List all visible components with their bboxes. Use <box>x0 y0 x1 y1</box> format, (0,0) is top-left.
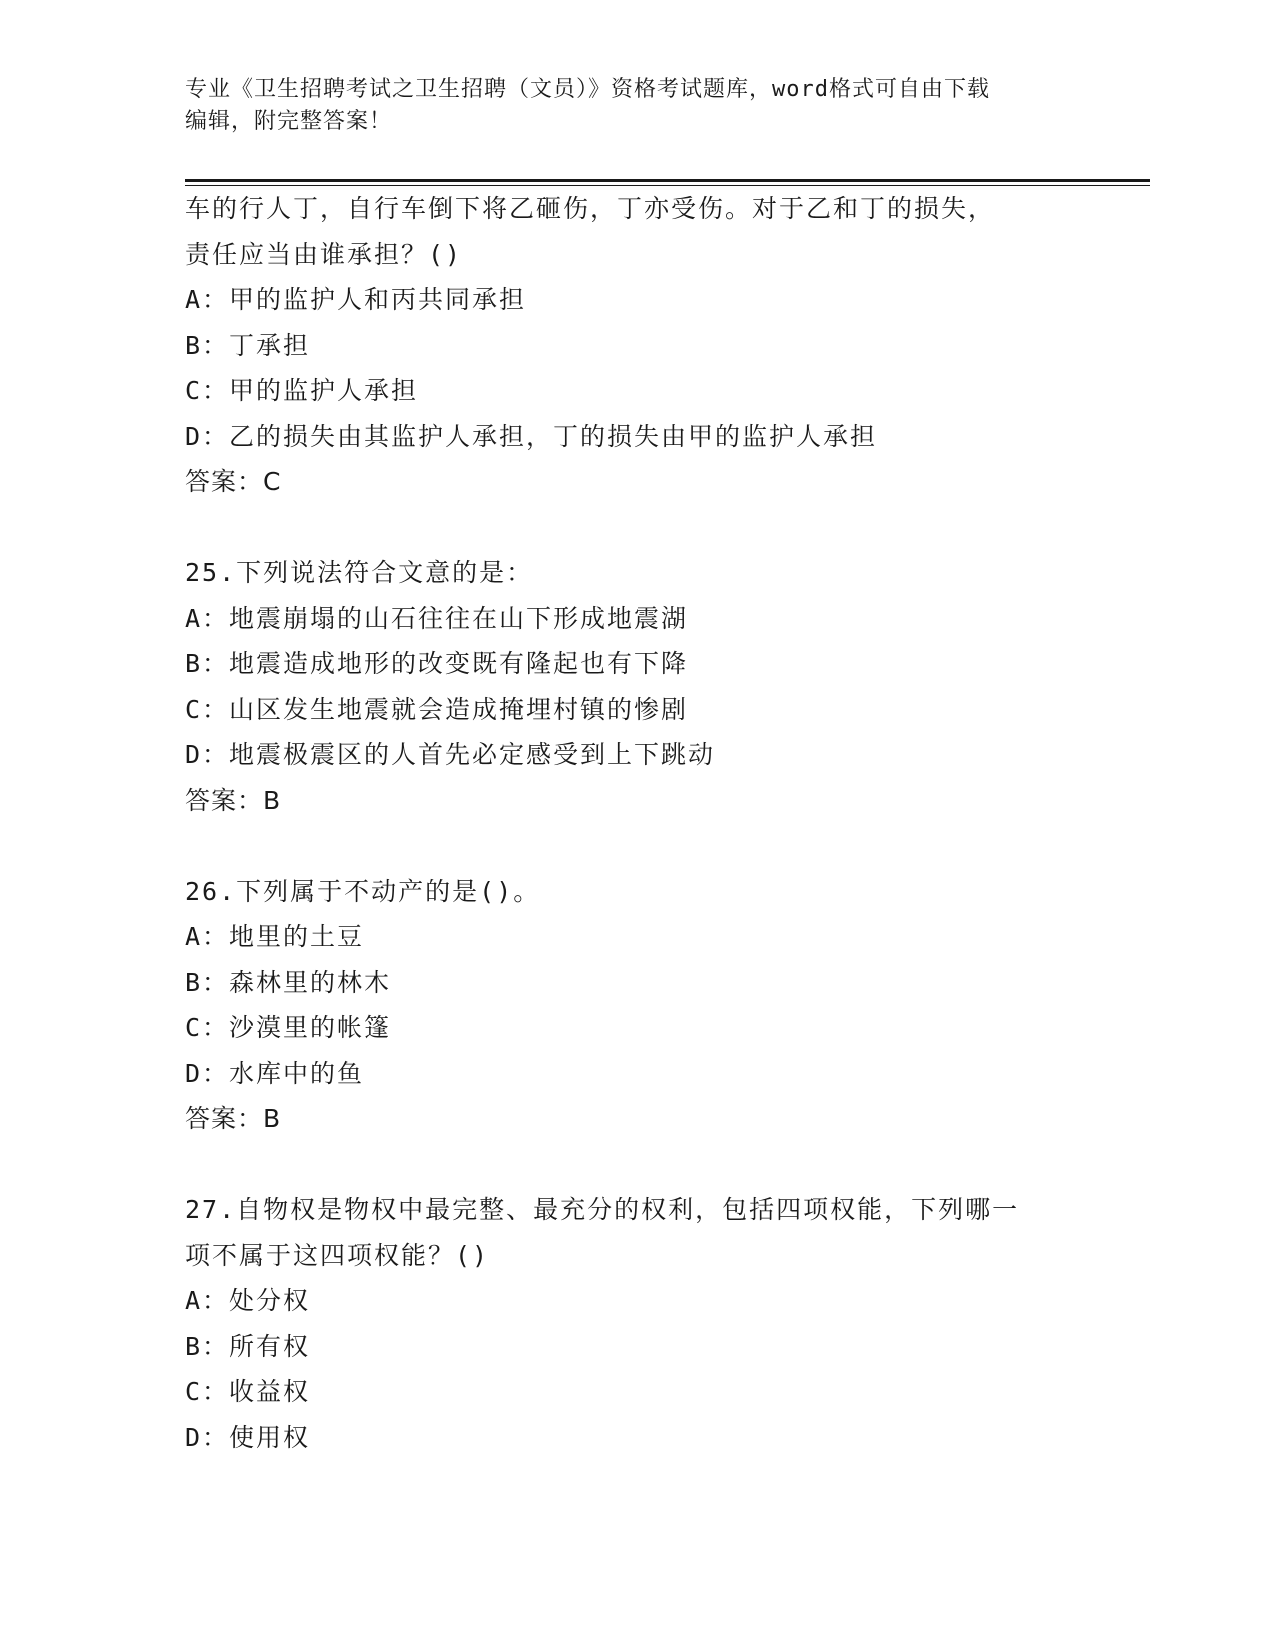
option-c: C：山区发生地震就会造成掩埋村镇的惨剧 <box>185 694 689 724</box>
question-25 <box>185 550 1085 823</box>
question-text: 25.下列说法符合文意的是： <box>185 558 534 587</box>
question-27 <box>185 1187 1085 1460</box>
question-text: 27.自物权是物权中最完整、最充分的权利，包括四项权能，下列哪一 <box>185 1195 1020 1224</box>
option-b: B：森林里的林木 <box>185 967 392 997</box>
question-24 <box>185 186 1085 505</box>
option-a: A：甲的监护人和丙共同承担 <box>185 285 527 314</box>
header-line-2: 编辑，附完整答案！ <box>185 109 393 134</box>
answer-label: 答案：B <box>185 785 282 815</box>
question-list <box>185 186 1085 1460</box>
option-c: C：收益权 <box>185 1377 311 1406</box>
option-a: A：地里的土豆 <box>185 922 365 951</box>
question-text: 26.下列属于不动产的是()。 <box>185 876 541 906</box>
option-b: B：地震造成地形的改变既有隆起也有下降 <box>185 649 689 678</box>
option-c: C：沙漠里的帐篷 <box>185 1013 392 1042</box>
option-b: B：所有权 <box>185 1331 311 1361</box>
question-text: 车的行人丁，自行车倒下将乙砸伤，丁亦受伤。对于乙和丁的损失， <box>185 194 996 223</box>
option-d: D：乙的损失由其监护人承担，丁的损失由甲的监护人承担 <box>185 421 878 451</box>
question-26 <box>185 869 1085 1142</box>
header-line-1: 专业《卫生招聘考试之卫生招聘（文员）》资格考试题库，word格式可自由下载 <box>185 77 990 102</box>
option-d: D：地震极震区的人首先必定感受到上下跳动 <box>185 740 716 769</box>
option-a: A：处分权 <box>185 1286 311 1315</box>
spacer <box>185 505 1085 551</box>
spacer <box>185 1142 1085 1188</box>
option-b: B：丁承担 <box>185 330 311 360</box>
document-header <box>185 74 1085 138</box>
header-divider-thick <box>185 179 1150 182</box>
question-text: 责任应当由谁承担？() <box>185 239 463 269</box>
spacer <box>185 823 1085 869</box>
answer-label: 答案：C <box>185 467 282 496</box>
question-text: 项不属于这四项权能？() <box>185 1240 490 1270</box>
option-d: D：水库中的鱼 <box>185 1058 365 1088</box>
answer-label: 答案：B <box>185 1104 282 1133</box>
option-c: C：甲的监护人承担 <box>185 376 419 405</box>
option-d: D：使用权 <box>185 1422 311 1452</box>
option-a: A：地震崩塌的山石往往在山下形成地震湖 <box>185 603 689 633</box>
